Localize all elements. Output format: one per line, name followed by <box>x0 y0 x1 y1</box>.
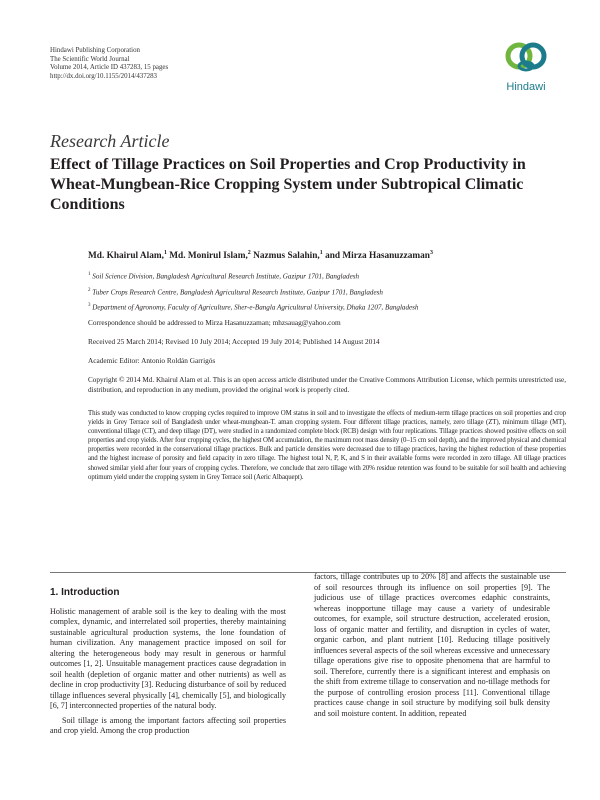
author-affil-mark: 1 <box>163 250 167 256</box>
dates: Received 25 March 2014; Revised 10 July 2014; Accepted 19 July 2014; Published 14 August 2014 <box>88 337 380 346</box>
author-name: Md. Monirul Islam, <box>169 251 248 262</box>
paper-title: Effect of Tillage Practices on Soil Properties and Crop Productivity in Wheat-Mungbean-Rice Cropping System under Subtropical Climatic Conditions <box>50 156 526 213</box>
right-column <box>314 572 550 719</box>
author-affil-mark: 2 <box>247 250 251 256</box>
doi-link[interactable]: http://dx.doi.org/10.1155/2014/437283 <box>50 72 157 80</box>
hindawi-logo-text: Hindawi <box>506 81 546 93</box>
intro-paragraph: Holistic management of arable soil is the key to dealing with the most complex, dynamic, and interrelated soil properties, thereby maintaining sustainable agricultural production systems, the lone foundation of human civilization. Any management practice imposed on soil for altering the heterogeneous body may result in generous or harmful outcomes [1, 2]. Unsuitable management practices cause degradation in soil health (depletion of organic matter and other nutrients) as well as decline in crop productivity [3]. Reducing disturbance of soil by reduced tillage influences several physically [4], chemically [5], and biologically [6, 7] interconnected properties of the natural body. <box>50 606 286 710</box>
hindawi-logo-icon <box>504 40 548 76</box>
author-list <box>88 250 433 261</box>
publisher-info <box>50 47 168 81</box>
author-name: and Mirza Hasanuzzaman <box>325 251 430 262</box>
affiliation-item: $^2$ Tuber Crops Research Centre, Bangladesh Agricultural Research Institute, Gazipur 1701, Bangladesh <box>88 287 383 296</box>
affiliations <box>88 268 418 315</box>
author-affil-mark: 3 <box>429 250 433 256</box>
intro-paragraph: Soil tillage is among the important factors affecting soil properties and crop yield. Among the crop production <box>50 715 286 735</box>
academic-editor: Academic Editor: Antonio Roldán Garrigós <box>88 356 216 365</box>
left-column <box>50 588 286 737</box>
author-name: Md. Khairul Alam, <box>88 251 164 262</box>
author-name: Nazmus Salahin, <box>253 251 320 262</box>
affiliation-item: $^3$ Department of Agronomy, Faculty of Agriculture, Sher-e-Bangla Agricultural University, Dhaka 1207, Bangladesh <box>88 303 419 312</box>
hindawi-logo[interactable] <box>497 40 555 93</box>
correspondence: Correspondence should be addressed to Mirza Hasanuzzaman; mhzsauag@yahoo.com <box>88 318 341 327</box>
introduction-heading: 1. Introduction <box>50 587 120 598</box>
publisher-name: Hindawi Publishing Corporation <box>50 47 140 54</box>
article-type: Research Article <box>50 131 170 151</box>
journal-name: The Scientific World Journal <box>50 55 130 63</box>
copyright-notice: Copyright © 2014 Md. Khairul Alam et al. This is an open access article distributed under the Creative Commons Attribution License, which permits unrestricted use, distribution, and reproduction in any medium, provided the original work is properly cited. <box>88 376 567 394</box>
volume-info: Volume 2014, Article ID 437283, 15 pages <box>50 64 169 72</box>
intro-paragraph: factors, tillage contributes up to 20% [8] and affects the sustainable use of soil resources through its influence on soil properties [9]. The judicious use of tillage practices overcomes edaphic constraints, whereas inopportune tillage may cause a variety of undesirable outcomes, for example, soil structure destruction, accelerated erosion, loss of organic matter and fertility, and disruption in cycles of water, organic carbon, and plant nutrient [10]. Reducing tillage positively influences several aspects of the soil whereas excessive and unnecessary tillage operations give rise to opposite phenomena that are harmful to soil. Therefore, currently there is a significant interest and emphasis on the shift from extreme tillage to conservation and no-tillage methods for the purpose of controlling erosion process [11]. Conventional tillage practices cause change in soil structure by modifying soil bulk density and soil moisture content. In addition, repeated <box>314 572 550 718</box>
author-affil-mark: 1 <box>319 250 323 256</box>
affiliation-item: $^1$ Soil Science Division, Bangladesh Agricultural Research Institute, Gazipur 1701, Bangladesh <box>88 272 360 281</box>
abstract: This study was conducted to know cropping cycles required to improve OM status in soil and to investigate the effects of medium-term tillage practices on soil properties and crop yields in Grey Terrace soil of Bangladesh under wheat-mungbean-T. aman cropping system. Four different tillage practices, namely, zero tillage (ZT), minimum tillage (MT), conventional tillage (CT), and deep tillage (DT), were studied in a randomized complete block (RCB) design with four replications. Tillage practices showed positive effects on soil properties and crop yields. After four cropping cycles, the highest OM accumulation, the maximum root mass density (0–15 cm soil depth), and the improved physical and chemical properties were recorded in the conservational tillage practices. Bulk and particle densities were decreased due to tillage practices, having the highest reduction of these properties and the highest increase of porosity and field capacity in zero tillage. The highest total N, P, K, and S in their available forms were recorded in zero tillage. All tillage practices showed similar yield after four years of cropping cycles. Therefore, we conclude that zero tillage with 20% residue retention was found to be suitable for soil health and achieving optimum yield under the cropping system in Grey Terrace soil (Aeric Albaquept). <box>88 410 566 481</box>
